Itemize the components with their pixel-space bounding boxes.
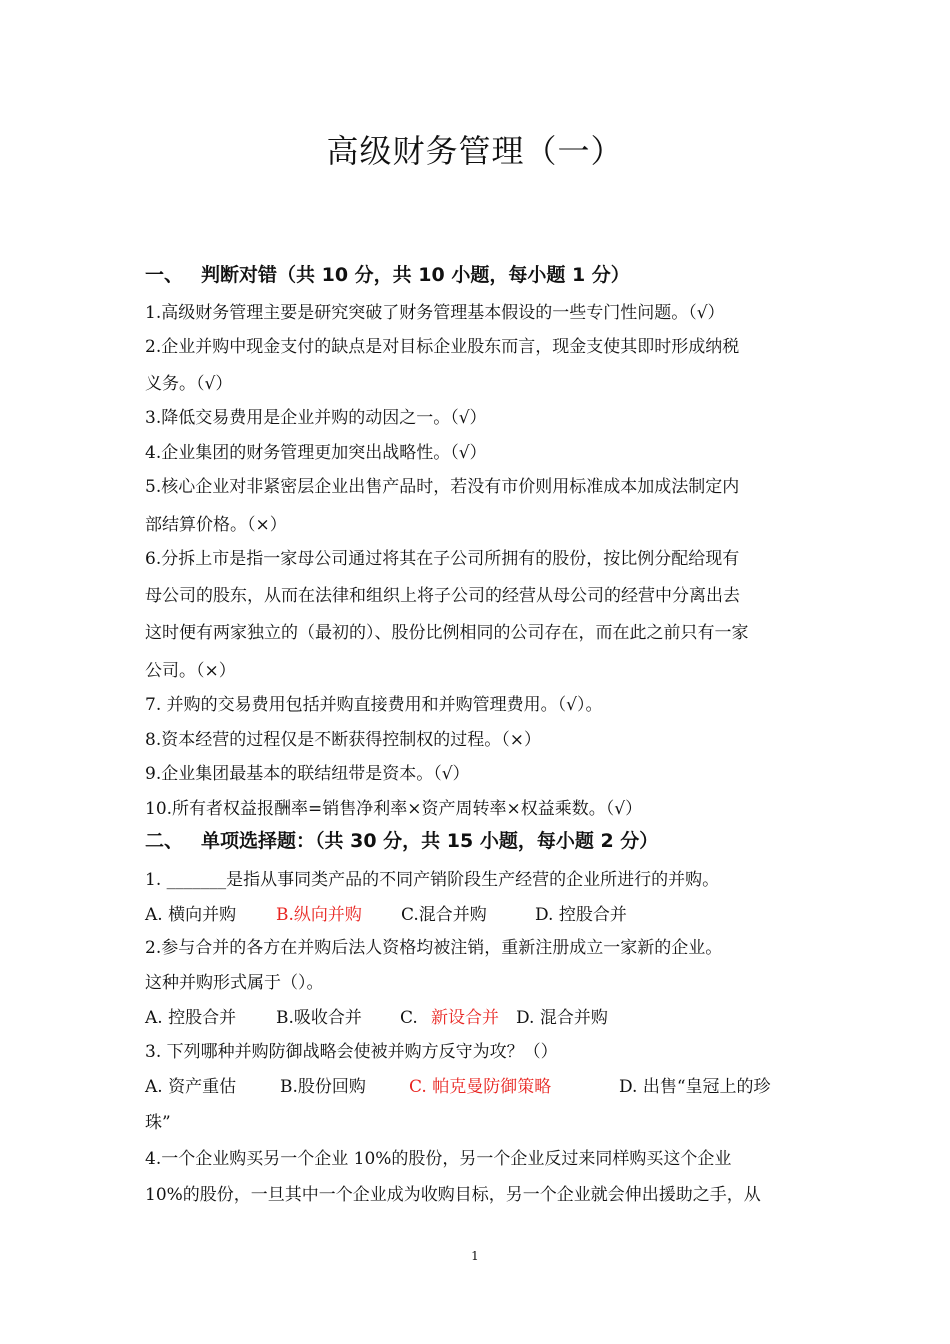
question-4-cont: 10%的股份，一旦其中一个企业成为收购目标，另一个企业就会伸出援助之手，从: [145, 1185, 761, 1205]
section-1-title: 判断对错（共 10 分，共 10 小题，每小题 1 分）: [201, 264, 630, 286]
question-1: 1. _______是指从事同类产品的不同产销阶段生产经营的企业所进行的并购。: [145, 870, 720, 890]
section-1-heading: [145, 260, 630, 287]
question-1-options: [145, 900, 627, 925]
option-a: A. 控股合并: [145, 1008, 237, 1028]
judgement-line: 1.高级财务管理主要是研究突破了财务管理基本假设的一些专门性问题。（√）: [145, 303, 725, 323]
option-b: B.股份回购: [280, 1077, 366, 1097]
page-number: 1: [471, 1249, 479, 1263]
option-c-answer: 新设合并: [431, 1008, 499, 1028]
judgement-line: 3.降低交易费用是企业并购的动因之一。（√）: [145, 408, 487, 428]
option-b: B.吸收合并: [276, 1008, 362, 1028]
option-d: D. 出售“皇冠上的珍: [619, 1077, 771, 1097]
question-3: 3. 下列哪种并购防御战略会使被并购方反守为攻？（）: [145, 1042, 558, 1062]
option-d: D. 混合并购: [516, 1008, 608, 1028]
option-b-answer: B.纵向并购: [276, 905, 362, 925]
option-c-answer: C. 帕克曼防御策略: [409, 1077, 552, 1097]
section-1-number: 一、: [145, 264, 184, 286]
question-3-cont: 珠”: [145, 1113, 171, 1133]
option-c-letter: C.: [400, 1008, 418, 1028]
option-a: A. 资产重估: [145, 1077, 237, 1097]
judgement-line: 6.分拆上市是指一家母公司通过将其在子公司所拥有的股份，按比例分配给现有: [145, 549, 740, 569]
question-2-cont: 这种并购形式属于（）。: [145, 973, 324, 993]
option-c: C.混合并购: [401, 905, 487, 925]
section-2-number: 二、: [145, 830, 184, 852]
judgement-line: 母公司的股东，从而在法律和组织上将子公司的经营从母公司的经营中分离出去: [145, 586, 740, 606]
judgement-line: 部结算价格。（×）: [145, 515, 287, 535]
judgement-line: 7. 并购的交易费用包括并购直接费用和并购管理费用。（√）。: [145, 695, 603, 715]
judgement-line: 这时便有两家独立的（最初的）、股份比例相同的公司存在，而在此之前只有一家: [145, 623, 749, 643]
option-d: D. 控股合并: [535, 905, 627, 925]
question-4: 4.一个企业购买另一个企业 10%的股份，另一个企业反过来同样购买这个企业: [145, 1149, 732, 1169]
question-3-options: [145, 1072, 771, 1097]
question-2: 2.参与合并的各方在并购后法人资格均被注销，重新注册成立一家新的企业。: [145, 938, 723, 958]
section-2-title: 单项选择题：（共 30 分，共 15 小题，每小题 2 分）: [201, 830, 659, 852]
section-2-heading: [145, 826, 658, 853]
judgement-line: 5.核心企业对非紧密层企业出售产品时，若没有市价则用标准成本加成法制定内: [145, 477, 740, 497]
judgement-line: 10.所有者权益报酬率=销售净利率×资产周转率×权益乘数。（√）: [145, 799, 643, 819]
question-2-options: [145, 1003, 608, 1028]
judgement-line: 8.资本经营的过程仅是不断获得控制权的过程。（×）: [145, 730, 541, 750]
judgement-line: 9.企业集团最基本的联结纽带是资本。（√）: [145, 764, 470, 784]
judgement-line: 公司。（×）: [145, 661, 236, 681]
judgement-line: 4.企业集团的财务管理更加突出战略性。（√）: [145, 443, 487, 463]
judgement-line: 义务。（√）: [145, 374, 233, 394]
option-a: A. 横向并购: [145, 905, 237, 925]
judgement-line: 2.企业并购中现金支付的缺点是对目标企业股东而言，现金支使其即时形成纳税: [145, 337, 740, 357]
document-title: 高级财务管理（一）: [326, 132, 624, 170]
